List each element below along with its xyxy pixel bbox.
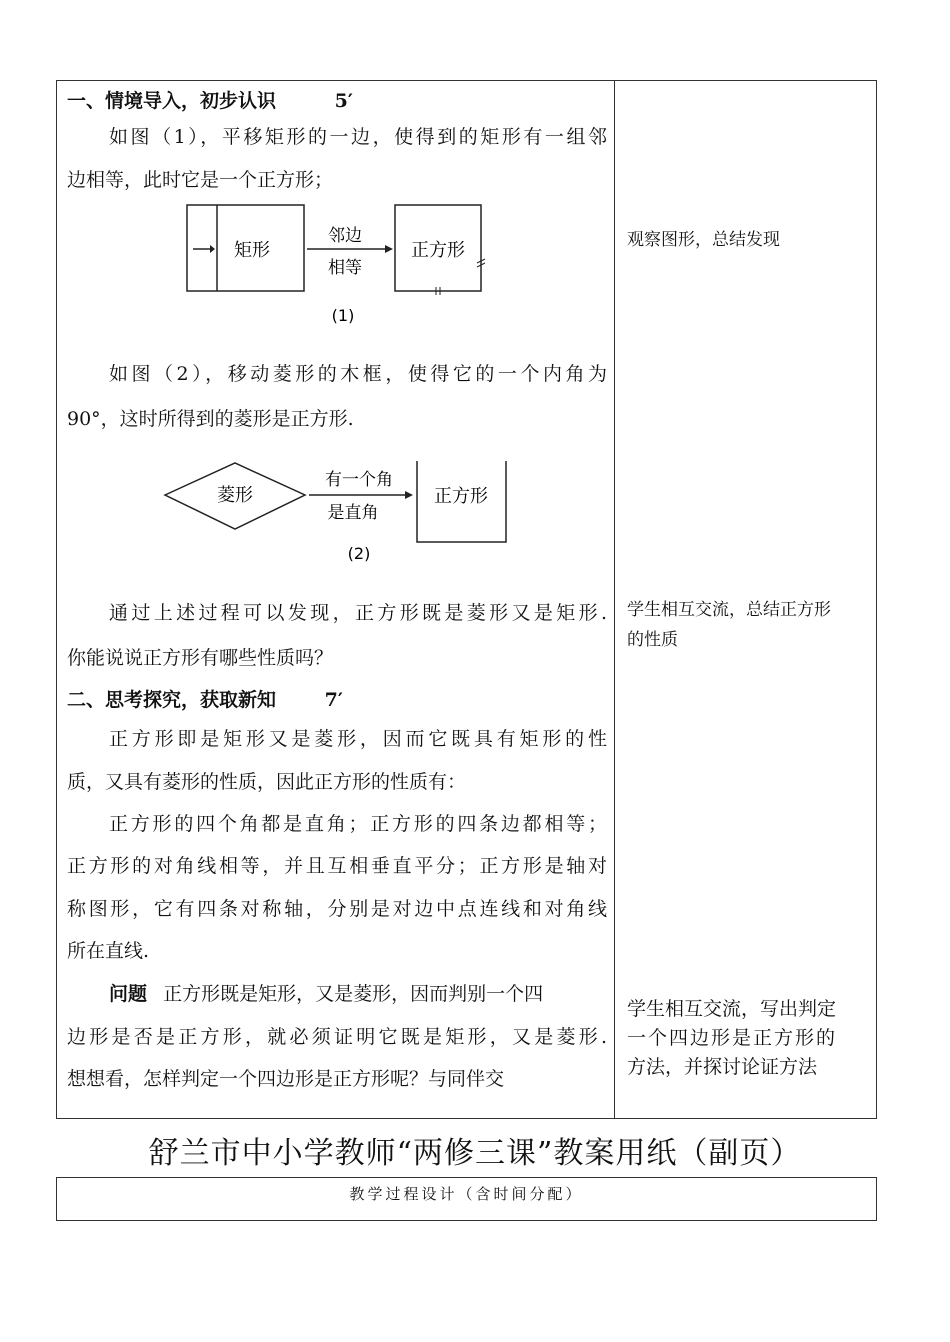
fig1-arrow-label-bottom: 相等 <box>328 258 362 278</box>
section1-time: 5′ <box>334 90 353 112</box>
note-judge-line2: 一个四边形是正方形的 <box>627 1027 838 1049</box>
section1-para3-line1: 通过上述过程可以发现，正方形既是菱形又是矩形. <box>109 602 607 624</box>
note-judge <box>627 995 871 1082</box>
section2-time: 7′ <box>324 689 343 711</box>
section1-para3-line2: 你能说说正方形有哪些性质吗？ <box>67 647 334 669</box>
fig2-arrow-label-top: 有一个角 <box>325 470 393 490</box>
footer-cell: 教学过程设计（含时间分配） <box>349 1185 584 1203</box>
note-exchange <box>627 595 871 655</box>
question-line2: 边形是否是正方形，就必须证明它既是矩形，又是菱形. <box>67 1026 607 1048</box>
fig1-arrowhead-icon <box>385 245 393 253</box>
fig1-arrow-label-top: 邻边 <box>328 226 362 246</box>
process-column <box>57 81 614 1118</box>
section2-para1-line1: 正方形即是矩形又是菱形，因而它既具有矩形的性 <box>109 728 607 750</box>
fig2-arrow-label-bottom: 是直角 <box>327 503 379 523</box>
note-exchange-line1: 学生相互交流，总结正方形 <box>627 600 831 620</box>
figure1 <box>177 201 497 331</box>
section1-para2-line1: 如图（2），移动菱形的木框，使得它的一个内角为 <box>109 363 607 385</box>
section2-heading <box>67 680 607 721</box>
section1-para1-line2: 边相等，此时它是一个正方形； <box>67 169 334 191</box>
fig2-caption: (2) <box>347 544 371 563</box>
question-text-1: 正方形既是矩形，又是菱形，因而判别一个四 <box>163 983 544 1005</box>
footer-table <box>56 1177 877 1221</box>
section2-para2-line3: 称图形，它有四条对称轴，分别是对边中点连线和对角线 <box>67 898 607 920</box>
section1-heading-text: 一、情境导入，初步认识 <box>67 90 277 112</box>
notes-column <box>615 81 877 1118</box>
section2-heading-text: 二、思考探究，获取新知 <box>67 689 277 711</box>
question-line1 <box>67 974 607 1015</box>
question-line3: 想想看，怎样判定一个四边形是正方形呢？与同伴交 <box>67 1068 505 1090</box>
section2-para2-line4: 所在直线. <box>67 940 150 962</box>
lesson-plan-table <box>56 80 877 1119</box>
section1-para1-line1: 如图（1），平移矩形的一边，使得到的矩形有一组邻 <box>109 126 607 148</box>
section1-para2-line2: 90°，这时所得到的菱形是正方形. <box>67 408 354 430</box>
section2-para2-line1: 正方形的四个角都是直角；正方形的四条边都相等； <box>109 813 607 835</box>
fig1-caption: (1) <box>331 306 355 325</box>
section2-para2-line2: 正方形的对角线相等，并且互相垂直平分；正方形是轴对 <box>67 855 607 877</box>
note-observe: 观察图形，总结发现 <box>627 230 780 250</box>
note-judge-line1: 学生相互交流，写出判定 <box>627 998 837 1020</box>
question-label: 问题 <box>109 983 148 1005</box>
fig2-arrowhead-icon <box>405 491 413 499</box>
footer-title: 舒兰市中小学教师“两修三课”教案用纸（副页） <box>148 1136 802 1171</box>
section1-heading <box>67 81 607 122</box>
figure2 <box>157 461 517 571</box>
fig1-right-label: 正方形 <box>411 240 465 261</box>
fig2-right-label: 正方形 <box>434 486 488 507</box>
fig1-left-label: 矩形 <box>234 240 270 261</box>
section2-para1-line2: 质，又具有菱形的性质，因此正方形的性质有： <box>67 771 467 793</box>
note-exchange-line2: 的性质 <box>627 630 678 650</box>
note-judge-line3: 方法，并探讨论证方法 <box>627 1056 818 1078</box>
fig2-left-label: 菱形 <box>217 485 253 506</box>
shift-arrowhead-icon <box>210 245 215 253</box>
